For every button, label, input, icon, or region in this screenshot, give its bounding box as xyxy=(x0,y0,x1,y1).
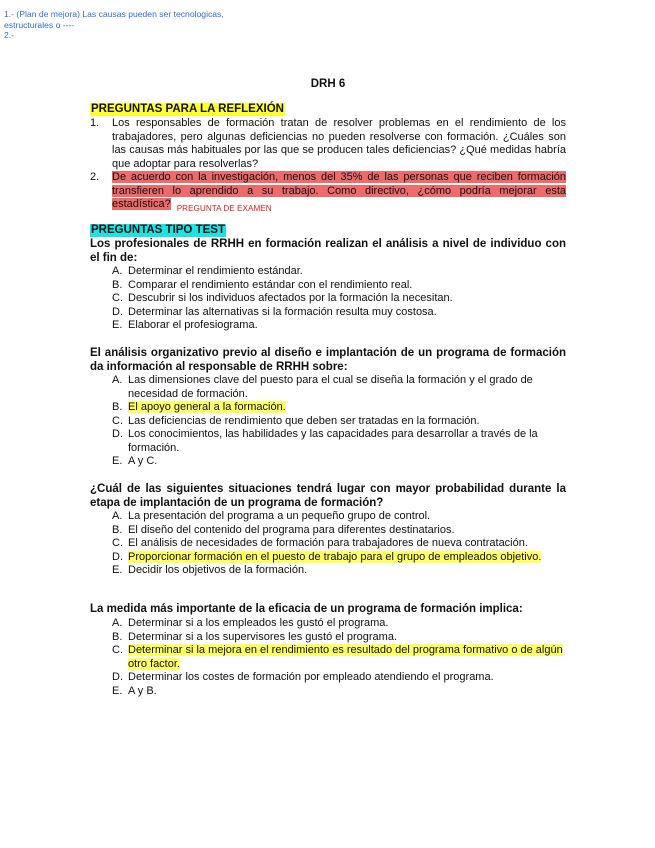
option-b: B. El diseño del contenido del programa para diferentes destinatarios. xyxy=(112,523,455,536)
option-c: C. El análisis de necesidades de formación para trabajadores de nueva contratación. xyxy=(112,537,528,549)
question-text xyxy=(112,171,566,212)
option-e: E. A y C. xyxy=(112,455,158,467)
test-question-4: La medida más importante de la eficacia de un programa de formación implica: xyxy=(90,603,523,615)
option-c: C. Determinar si la mejora en el rendimiento es resultado del programa formativo o de algún otro factor. xyxy=(112,644,563,670)
option-e: E. Elaborar el profesiograma. xyxy=(112,319,258,331)
test-question-1: Los profesionales de RRHH en formación realizan el análisis a nivel de individuo con el fin de: xyxy=(90,238,566,264)
option-a: A. La presentación del programa a un pequeño grupo de control. xyxy=(112,510,431,522)
note-line-1: 1.- (Plan de mejora) Las causas pueden ser tecnologicas, xyxy=(4,9,224,19)
reflection-heading: PREGUNTAS PARA LA REFLEXIÓN xyxy=(91,103,284,115)
reflection-question-1 xyxy=(90,117,566,171)
test-question-3-options xyxy=(90,510,566,578)
option-d: D. Proporcionar formación en el puesto de trabajo para el grupo de empleados objetivo. xyxy=(112,550,542,563)
document-title: DRH 6 xyxy=(310,78,346,90)
exam-note: PREGUNTA DE EXAMEN xyxy=(176,204,272,213)
option-c: C. Descubrir si los individuos afectados por la formación la necesitan. xyxy=(112,292,453,304)
correct-answer-highlight: El apoyo general a la formación. xyxy=(128,401,286,413)
option-d: D. Determinar las alternativas si la formación resulta muy costosa. xyxy=(112,305,437,318)
test-question-2: El análisis organizativo previo al diseño e implantación de un programa de formación da información al responsable de RRHH sobre: xyxy=(90,347,566,373)
option-d: D. Determinar los costes de formación por empleado atendiendo el programa. xyxy=(112,671,494,683)
test-question-2-options xyxy=(90,374,566,469)
option-b: B. Comparar el rendimiento estándar con el rendimiento real. xyxy=(112,278,413,291)
test-heading: PREGUNTAS TIPO TEST xyxy=(91,224,225,236)
test-question-4-options xyxy=(90,617,566,698)
option-c: C. Las deficiencias de rendimiento que deben ser tratadas en la formación. xyxy=(112,414,480,427)
question-number: 2. xyxy=(90,171,100,183)
test-question-3: ¿Cuál de las siguientes situaciones tendrá lugar con mayor probabilidad durante la etapa de implantación de un programa de formación? xyxy=(90,483,566,509)
note-line-2: estructurales o ---- xyxy=(4,19,75,30)
option-e: E. A y B. xyxy=(112,684,157,697)
correct-answer-highlight: Proporcionar formación en el puesto de trabajo para el grupo de empleados objetivo. xyxy=(128,550,542,563)
highlighted-question-text: De acuerdo con la investigación, menos del 35% de las personas que reciben formación transfieren lo aprendido a su trabajo. Como directivo, ¿cómo podría mejorar esta estadística? xyxy=(112,171,566,210)
margin-notes xyxy=(4,9,304,41)
option-b: B. Determinar si a los supervisores les gustó el programa. xyxy=(112,630,398,643)
option-a: A. Las dimensiones clave del puesto para el cual se diseña la formación y el grado de necesidad de formación. xyxy=(112,374,533,400)
option-e: E. Decidir los objetivos de la formación. xyxy=(112,564,308,576)
option-d: D. Los conocimientos, las habilidades y las capacidades para desarrollar a través de la formación. xyxy=(112,428,538,454)
question-text: Los responsables de formación tratan de resolver problemas en el rendimiento de los trabajadores, pero algunas deficiencias no pueden resolverse con formación. ¿Cuáles son las causas más habituales por las que se producen tales deficiencias? ¿Qué medidas habría que adoptar para resolverlas? xyxy=(112,117,566,170)
option-a: A. Determinar el rendimiento estándar. xyxy=(112,265,303,277)
reflection-question-2 xyxy=(90,171,566,212)
test-question-1-options xyxy=(90,265,566,333)
note-line-3: 2.- xyxy=(4,30,15,40)
option-a: A. Determinar si a los empleados les gustó el programa. xyxy=(112,617,389,629)
question-number: 1. xyxy=(90,117,100,129)
option-b: B. El apoyo general a la formación. xyxy=(112,401,286,413)
correct-answer-highlight: Determinar si la mejora en el rendimiento es resultado del programa formativo o de algún otro factor. xyxy=(128,644,563,670)
